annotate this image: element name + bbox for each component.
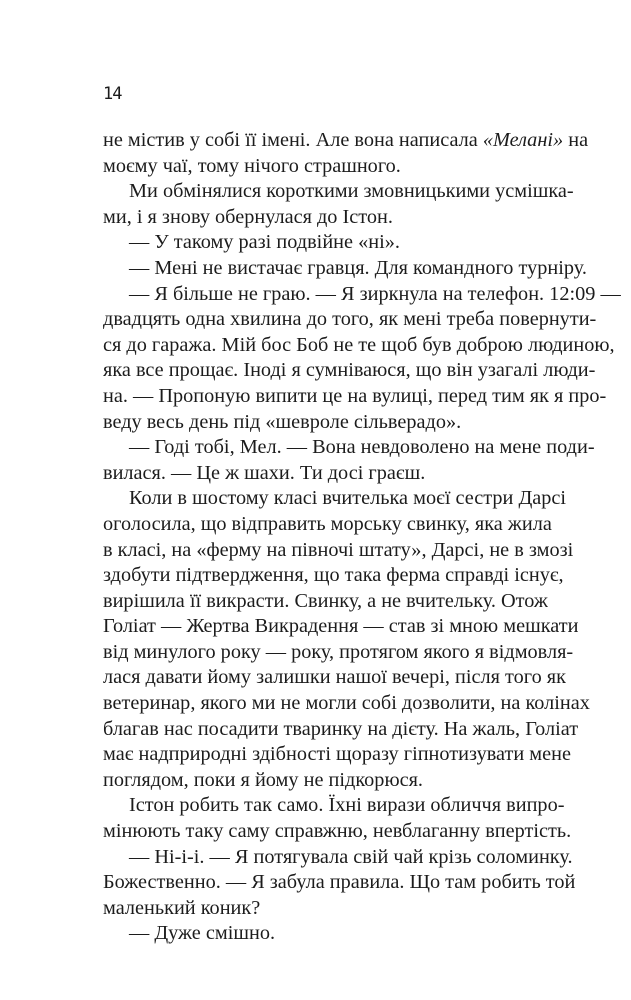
text-segment: поглядом, поки я йому не підкорюся.	[103, 768, 423, 791]
text-line	[103, 538, 574, 564]
text-segment: не містив у собі її імені. Але вона написала	[103, 129, 483, 151]
text-line	[103, 307, 597, 333]
text-line	[103, 384, 607, 410]
text-segment: мінюють таку саму справжню, невблаганну впертість.	[103, 820, 572, 843]
text-segment: Істон робить так само. Їхні вирази обличчя випро-	[129, 794, 565, 817]
text-line	[103, 230, 531, 256]
text-segment: ветеринар, якого ми не могли собі дозволити, на колінах	[103, 692, 590, 715]
text-line	[103, 870, 576, 896]
text-line	[103, 921, 531, 947]
text-segment: оголосила, що відправить морську свинку, яка жила	[103, 512, 552, 535]
text-segment: ми, і я знову обернулася до Істон.	[103, 205, 393, 228]
text-line	[103, 691, 590, 717]
text-line	[103, 640, 574, 666]
text-segment: моєму чаї, тому нічого страшного.	[103, 154, 401, 177]
text-line	[103, 614, 579, 640]
text-segment: — У такому разі подвійне «ні».	[129, 231, 400, 254]
text-segment: лася давати йому залишки нашої вечері, після того як	[103, 666, 566, 689]
text-line	[103, 486, 567, 512]
text-segment: — Дуже смішно.	[129, 922, 276, 945]
text-line	[103, 742, 571, 768]
text-segment: вирішила її викрасти. Свинку, а не вчительку. Отож	[103, 589, 548, 612]
text-line	[103, 179, 574, 205]
text-segment: Ми обмінялися короткими змовницькими усмішка-	[129, 180, 574, 203]
text-segment: Голіат — Жертва Викрадення — став зі мною мешкати	[103, 615, 579, 638]
text-line	[103, 256, 587, 282]
text-segment: в класі, на «ферму на півночі штату», Дарсі, не в змозі	[103, 538, 574, 561]
text-line	[103, 512, 552, 538]
text-line	[103, 563, 564, 589]
text-segment: — Мені не вистачає гравця. Для командного турніру.	[129, 256, 587, 279]
page-number: 14	[103, 84, 122, 104]
text-segment: від минулого року — року, протягом якого я відмовля-	[103, 640, 574, 663]
text-segment: здобути підтвердження, що така ферма справді існує,	[103, 564, 564, 587]
text-segment: — Ні-і-і. — Я потягувала свій чай крізь соломинку.	[129, 845, 573, 868]
text-segment: ся до гаража. Мій бос Боб не те щоб був доброю людиною,	[103, 333, 615, 356]
text-line	[103, 410, 531, 436]
text-segment: двадцять одна хвилина до того, як мені треба повернути-	[103, 308, 597, 331]
text-line	[103, 896, 531, 922]
text-line	[103, 154, 531, 180]
text-segment: вилася. — Це ж шахи. Ти досі граєш.	[103, 461, 426, 484]
text-line	[103, 768, 531, 794]
body-text	[103, 128, 621, 947]
text-line	[103, 717, 579, 743]
text-line	[103, 845, 573, 871]
text-segment: яка все прощає. Іноді я сумніваюся, що він узагалі люди-	[103, 359, 596, 382]
text-segment: маленький коник?	[103, 896, 261, 919]
text-line	[103, 819, 572, 845]
text-line	[103, 461, 531, 487]
text-segment: на. — Пропоную випити це на вулиці, перед тим як я про-	[103, 384, 607, 407]
text-line	[103, 793, 565, 819]
text-segment: Коли в шостому класі вчителька моєї сестри Дарсі	[129, 487, 567, 510]
text-line	[103, 589, 548, 615]
text-segment: — Годі тобі, Мел. — Вона невдоволено на мене поди-	[129, 436, 595, 459]
text-line	[103, 282, 621, 308]
text-segment: Божественно. — Я забула правила. Що там робить той	[103, 871, 576, 894]
text-segment: веду весь день під «шевроле сільверадо».	[103, 410, 462, 433]
italic-text: «Мелані»	[482, 129, 564, 151]
text-segment: благав нас посадити тваринку на дієту. На жаль, Голіат	[103, 717, 579, 740]
text-line	[103, 128, 589, 154]
text-line	[103, 435, 595, 461]
text-segment: на	[563, 129, 589, 151]
text-segment: — Я більше не граю. — Я зиркнула на телефон. 12:09 —	[129, 282, 621, 305]
text-line	[103, 333, 615, 359]
text-line	[103, 205, 531, 231]
text-segment: має надприродні здібності щоразу гіпнотизувати мене	[103, 743, 571, 766]
text-line	[103, 665, 566, 691]
text-line	[103, 358, 596, 384]
